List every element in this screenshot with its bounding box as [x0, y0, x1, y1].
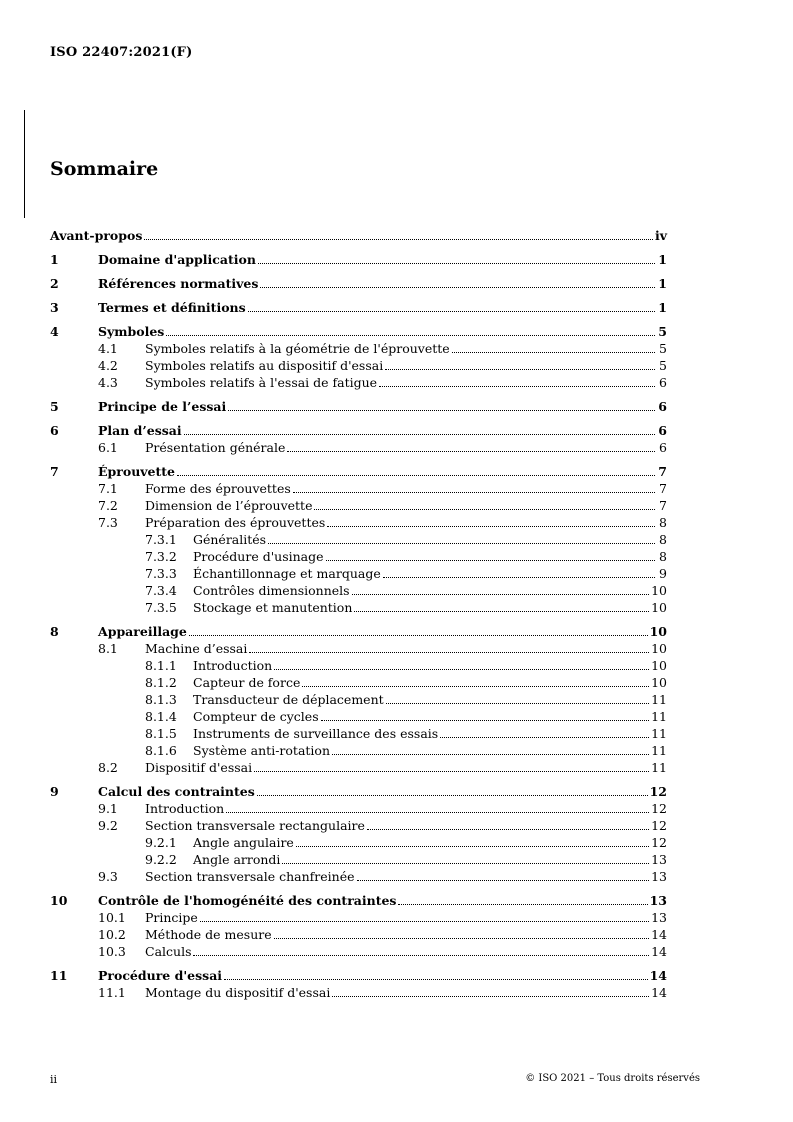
- toc-entry-number: 8.1.1: [145, 658, 177, 673]
- toc-subclause-entry[interactable]: [50, 480, 667, 497]
- toc-clause-entry[interactable]: [50, 422, 667, 439]
- toc-entry-line: [193, 834, 667, 851]
- dot-leader: [166, 324, 655, 336]
- toc-entry-title[interactable]: Méthode de mesure: [145, 927, 272, 942]
- change-bar: [24, 110, 25, 218]
- toc-subclause-entry[interactable]: [50, 565, 667, 582]
- toc-entry-line: [145, 943, 667, 960]
- toc-entry-title[interactable]: Calcul des contraintes: [98, 784, 255, 799]
- toc-entry-number: 8: [50, 624, 59, 639]
- dot-leader: [302, 675, 649, 687]
- toc-entry-page: 12: [651, 835, 667, 850]
- toc-subclause-entry[interactable]: [50, 691, 667, 708]
- toc-entry-title[interactable]: Montage du dispositif d'essai: [145, 985, 331, 1000]
- toc-entry-page: 14: [651, 927, 667, 942]
- toc-subclause-entry[interactable]: [50, 357, 667, 374]
- toc-entry-page: 14: [651, 944, 667, 959]
- toc-entry-page: 12: [651, 801, 667, 816]
- toc-entry-page: 9: [659, 566, 667, 581]
- toc-entry-title[interactable]: Introduction: [193, 658, 273, 673]
- toc-subclause-entry[interactable]: [50, 708, 667, 725]
- toc-entry-page: 13: [651, 852, 667, 867]
- toc-entry-line: [145, 439, 667, 456]
- toc-subclause-entry[interactable]: [50, 909, 667, 926]
- toc-entry-page: 10: [651, 675, 667, 690]
- dot-leader: [258, 252, 655, 264]
- toc-entry-number: 7.3.2: [145, 549, 177, 564]
- toc-entry-page: 12: [649, 784, 667, 799]
- toc-entry-line: [193, 674, 667, 691]
- toc-entry-page: 1: [658, 252, 667, 267]
- toc-entry-title[interactable]: Principe de l’essai: [98, 399, 227, 414]
- toc-entry-page: 7: [658, 464, 667, 479]
- toc-entry-page: 13: [651, 910, 667, 925]
- toc-entry-page: 14: [649, 968, 667, 983]
- toc-entry-title[interactable]: Section transversale rectangulaire: [145, 818, 365, 833]
- toc-entry-line: [145, 480, 667, 497]
- toc-subclause-entry[interactable]: [50, 759, 667, 776]
- toc-entry-number: 10: [50, 893, 68, 908]
- toc-entry-number: 8.1.3: [145, 692, 177, 707]
- toc-entry-number: 10.3: [98, 944, 126, 959]
- toc-subclause-entry[interactable]: [50, 817, 667, 834]
- toc-subclause-entry[interactable]: [50, 943, 667, 960]
- toc-entry-page: 8: [659, 549, 667, 564]
- toc-subclause-entry[interactable]: [50, 548, 667, 565]
- toc-subclause-entry[interactable]: [50, 984, 667, 1001]
- toc-entry-line: [145, 817, 667, 834]
- toc-subclause-entry[interactable]: [50, 851, 667, 868]
- toc-entry-title[interactable]: Système anti-rotation: [193, 743, 331, 758]
- toc-clause-entry[interactable]: [50, 227, 667, 244]
- toc-entry-number: 7.3.3: [145, 566, 177, 581]
- toc-entry-line: [193, 742, 667, 759]
- dot-leader: [189, 624, 648, 636]
- toc-entry-title[interactable]: Préparation des éprouvettes: [145, 515, 326, 530]
- toc-entry-number: 4.1: [98, 341, 118, 356]
- toc-entry-title[interactable]: Machine d’essai: [145, 641, 248, 656]
- toc-subclause-entry[interactable]: [50, 374, 667, 391]
- toc-entry-title[interactable]: Contrôle de l'homogénéité des contraintes: [98, 893, 397, 908]
- toc-entry-line: [145, 909, 667, 926]
- toc-clause-entry[interactable]: [50, 783, 667, 800]
- toc-entry-number: 8.2: [98, 760, 118, 775]
- dot-leader: [282, 852, 649, 864]
- toc-entry-line: [145, 340, 667, 357]
- dot-leader: [257, 784, 648, 796]
- toc-subclause-entry[interactable]: [50, 640, 667, 657]
- toc-entry-number: 7: [50, 464, 59, 479]
- toc-entry-title[interactable]: Instruments de surveillance des essais: [193, 726, 439, 741]
- dot-leader: [327, 515, 655, 527]
- toc-entry-line: [98, 623, 667, 640]
- toc-entry-number: 7.3.4: [145, 583, 177, 598]
- toc-entry-number: 9.2.2: [145, 852, 177, 867]
- toc-entry-number: 9.1: [98, 801, 118, 816]
- toc-clause-entry[interactable]: [50, 463, 667, 480]
- dot-leader: [440, 726, 649, 738]
- toc-entry-page: 12: [651, 818, 667, 833]
- dot-leader: [249, 641, 649, 653]
- toc-entry-line: [193, 548, 667, 565]
- toc-entry-page: 11: [651, 726, 667, 741]
- toc-entry-title[interactable]: Dispositif d'essai: [145, 760, 253, 775]
- toc-entry-title[interactable]: Introduction: [145, 801, 225, 816]
- toc-entry-title[interactable]: Échantillonnage et marquage: [193, 566, 381, 581]
- toc-entry-number: 8.1.2: [145, 675, 177, 690]
- toc-entry-page: 10: [651, 641, 667, 656]
- dot-leader: [321, 709, 649, 721]
- toc-subclause-entry[interactable]: [50, 599, 667, 616]
- toc-entry-title[interactable]: Compteur de cycles: [193, 709, 319, 724]
- toc-entry-title[interactable]: Avant-propos: [50, 228, 143, 243]
- toc-entry-line: [193, 657, 667, 674]
- dot-leader: [352, 583, 649, 595]
- toc-entry-page: 11: [651, 692, 667, 707]
- toc-subclause-entry[interactable]: [50, 657, 667, 674]
- toc-entry-page: 10: [649, 624, 667, 639]
- toc-subclause-entry[interactable]: [50, 868, 667, 885]
- dot-leader: [332, 985, 649, 997]
- toc-entry-line: [145, 640, 667, 657]
- toc-entry-number: 7.3.1: [145, 532, 177, 547]
- dot-leader: [367, 818, 649, 830]
- dot-leader: [357, 869, 650, 881]
- toc-entry-page: 1: [658, 300, 667, 315]
- toc-entry-number: 8.1.6: [145, 743, 177, 758]
- dot-leader: [293, 481, 655, 493]
- toc-entry-line: [145, 357, 667, 374]
- toc-entry-page: 6: [658, 423, 667, 438]
- toc-entry-line: [98, 422, 667, 439]
- dot-leader: [296, 835, 649, 847]
- toc-entry-title[interactable]: Contrôles dimensionnels: [193, 583, 350, 598]
- toc-subclause-entry[interactable]: [50, 497, 667, 514]
- toc-entry-line: [145, 926, 667, 943]
- toc-subclause-entry[interactable]: [50, 582, 667, 599]
- toc-entry-number: 1: [50, 252, 59, 267]
- toc-entry-title[interactable]: Capteur de force: [193, 675, 301, 690]
- toc-subclause-entry[interactable]: [50, 674, 667, 691]
- toc-entry-line: [98, 892, 667, 909]
- toc-subclause-entry[interactable]: [50, 340, 667, 357]
- toc-entry-number: 4.2: [98, 358, 118, 373]
- toc-entry-number: 2: [50, 276, 59, 291]
- dot-leader: [314, 498, 655, 510]
- toc-entry-line: [98, 323, 667, 340]
- toc-entry-number: 9: [50, 784, 59, 799]
- toc-entry-page: 6: [659, 375, 667, 390]
- toc-clause-entry[interactable]: [50, 251, 667, 268]
- toc-entry-page: 10: [651, 583, 667, 598]
- toc-entry-title[interactable]: Symboles relatifs au dispositif d'essai: [145, 358, 384, 373]
- toc-entry-number: 7.1: [98, 481, 118, 496]
- toc-subclause-entry[interactable]: [50, 531, 667, 548]
- copyright-notice: © ISO 2021 – Tous droits réservés: [525, 1073, 700, 1084]
- toc-entry-title[interactable]: Forme des éprouvettes: [145, 481, 291, 496]
- dot-leader: [326, 549, 655, 561]
- toc-entry-number: 7.3: [98, 515, 118, 530]
- toc-entry-page: 13: [651, 869, 667, 884]
- toc-entry-title[interactable]: Section transversale chanfreinée: [145, 869, 355, 884]
- toc-entry-title[interactable]: Stockage et manutention: [193, 600, 353, 615]
- toc-entry-title[interactable]: Appareillage: [98, 624, 187, 639]
- toc-subclause-entry[interactable]: [50, 800, 667, 817]
- dot-leader: [260, 276, 655, 288]
- dot-leader: [452, 341, 655, 353]
- toc-entry-number: 4.3: [98, 375, 118, 390]
- toc-entry-number: 11.1: [98, 985, 126, 1000]
- toc-entry-title[interactable]: Procédure d'essai: [98, 968, 223, 983]
- dot-leader: [274, 658, 649, 670]
- dot-leader: [332, 743, 649, 755]
- toc-entry-number: 7.3.5: [145, 600, 177, 615]
- dot-leader: [398, 893, 647, 905]
- toc-entry-number: 5: [50, 399, 59, 414]
- toc-entry-title[interactable]: Dimension de l’éprouvette: [145, 498, 313, 513]
- toc-entry-title[interactable]: Symboles: [98, 324, 165, 339]
- toc-entry-page: 7: [659, 498, 667, 513]
- toc-entry-title[interactable]: Transducteur de déplacement: [193, 692, 384, 707]
- toc-entry-number: 3: [50, 300, 59, 315]
- toc-entry-line: [193, 582, 667, 599]
- toc-entry-line: [145, 374, 667, 391]
- toc-entry-title[interactable]: Références normatives: [98, 276, 259, 291]
- toc-entry-line: [193, 708, 667, 725]
- toc-subclause-entry[interactable]: [50, 742, 667, 759]
- toc-entry-page: 5: [659, 341, 667, 356]
- toc-entry-title[interactable]: Angle arrondi: [193, 852, 281, 867]
- toc-entry-line: [98, 275, 667, 292]
- toc-subclause-entry[interactable]: [50, 725, 667, 742]
- toc-entry-page: 6: [658, 399, 667, 414]
- dot-leader: [354, 600, 649, 612]
- toc-clause-entry[interactable]: [50, 623, 667, 640]
- toc-entry-page: 11: [651, 743, 667, 758]
- dot-leader: [224, 968, 648, 980]
- toc-clause-entry[interactable]: [50, 398, 667, 415]
- toc-entry-number: 6: [50, 423, 59, 438]
- toc-subclause-entry[interactable]: [50, 514, 667, 531]
- toc-entry-title[interactable]: Calculs: [145, 944, 192, 959]
- toc-entry-page: 7: [659, 481, 667, 496]
- page-title: Sommaire: [50, 158, 159, 180]
- toc-entry-title[interactable]: Éprouvette: [98, 464, 175, 479]
- toc-entry-number: 8.1.4: [145, 709, 177, 724]
- dot-leader: [228, 399, 655, 411]
- toc-entry-title[interactable]: Domaine d'application: [98, 252, 256, 267]
- toc-entry-line: [193, 599, 667, 616]
- dot-leader: [379, 375, 655, 387]
- toc-entry-line: [98, 783, 667, 800]
- dot-leader: [248, 300, 655, 312]
- toc-entry-title[interactable]: Symboles relatifs à l'essai de fatigue: [145, 375, 378, 390]
- dot-leader: [287, 440, 655, 452]
- toc-subclause-entry[interactable]: [50, 834, 667, 851]
- toc-entry-page: 11: [651, 760, 667, 775]
- toc-entry-line: [145, 984, 667, 1001]
- toc-entry-page: 5: [659, 358, 667, 373]
- toc-entry-page: 10: [651, 658, 667, 673]
- toc-entry-title[interactable]: Principe: [145, 910, 198, 925]
- dot-leader: [386, 692, 649, 704]
- toc-entry-number: 8.1.5: [145, 726, 177, 741]
- toc-entry-number: 9.2: [98, 818, 118, 833]
- toc-entry-line: [145, 514, 667, 531]
- dot-leader: [274, 927, 649, 939]
- toc-entry-page: 13: [649, 893, 667, 908]
- toc-entry-number: 8.1: [98, 641, 118, 656]
- dot-leader: [254, 760, 649, 772]
- toc-entry-page: 8: [659, 515, 667, 530]
- dot-leader: [268, 532, 655, 544]
- toc-entry-title[interactable]: Symboles relatifs à la géométrie de l'éprouvette: [145, 341, 450, 356]
- toc-entry-line: [50, 227, 667, 244]
- toc-entry-line: [145, 497, 667, 514]
- toc-entry-page: 6: [659, 440, 667, 455]
- toc-entry-page: 8: [659, 532, 667, 547]
- toc-entry-page: 11: [651, 709, 667, 724]
- toc-entry-page: 14: [651, 985, 667, 1000]
- toc-entry-title[interactable]: Angle angulaire: [193, 835, 294, 850]
- toc-entry-line: [145, 868, 667, 885]
- dot-leader: [144, 228, 653, 240]
- dot-leader: [177, 464, 655, 476]
- toc-entry-line: [193, 531, 667, 548]
- toc-entry-line: [193, 851, 667, 868]
- toc-entry-line: [193, 565, 667, 582]
- toc-entry-page: iv: [654, 228, 667, 243]
- toc-entry-page: 10: [651, 600, 667, 615]
- toc-entry-title[interactable]: Termes et définitions: [98, 300, 246, 315]
- toc-entry-title[interactable]: Présentation générale: [145, 440, 286, 455]
- dot-leader: [200, 910, 649, 922]
- toc-subclause-entry[interactable]: [50, 439, 667, 456]
- toc-entry-number: 6.1: [98, 440, 118, 455]
- toc-entry-title[interactable]: Procédure d'usinage: [193, 549, 324, 564]
- toc-entry-number: 10.1: [98, 910, 126, 925]
- toc-subclause-entry[interactable]: [50, 926, 667, 943]
- toc-entry-number: 10.2: [98, 927, 126, 942]
- document-id: ISO 22407:2021(F): [50, 45, 193, 60]
- toc-entry-page: 5: [658, 324, 667, 339]
- table-of-contents: [50, 227, 667, 1001]
- toc-entry-line: [98, 251, 667, 268]
- toc-clause-entry[interactable]: [50, 275, 667, 292]
- toc-entry-line: [193, 725, 667, 742]
- toc-entry-line: [145, 800, 667, 817]
- toc-entry-number: 9.2.1: [145, 835, 177, 850]
- toc-entry-line: [145, 759, 667, 776]
- toc-clause-entry[interactable]: [50, 892, 667, 909]
- dot-leader: [383, 566, 655, 578]
- toc-entry-number: 7.2: [98, 498, 118, 513]
- toc-entry-line: [98, 967, 667, 984]
- toc-entry-page: 1: [658, 276, 667, 291]
- dot-leader: [226, 801, 649, 813]
- toc-entry-title[interactable]: Généralités: [193, 532, 267, 547]
- toc-clause-entry[interactable]: [50, 299, 667, 316]
- dot-leader: [184, 423, 655, 435]
- toc-entry-number: 11: [50, 968, 68, 983]
- toc-entry-title[interactable]: Plan d’essai: [98, 423, 182, 438]
- toc-entry-line: [193, 691, 667, 708]
- toc-clause-entry[interactable]: [50, 967, 667, 984]
- toc-entry-line: [98, 463, 667, 480]
- toc-entry-number: 9.3: [98, 869, 118, 884]
- toc-entry-number: 4: [50, 324, 59, 339]
- dot-leader: [193, 944, 649, 956]
- toc-entry-line: [98, 299, 667, 316]
- toc-clause-entry[interactable]: [50, 323, 667, 340]
- toc-entry-line: [98, 398, 667, 415]
- dot-leader: [385, 358, 655, 370]
- page-number: ii: [50, 1073, 58, 1086]
